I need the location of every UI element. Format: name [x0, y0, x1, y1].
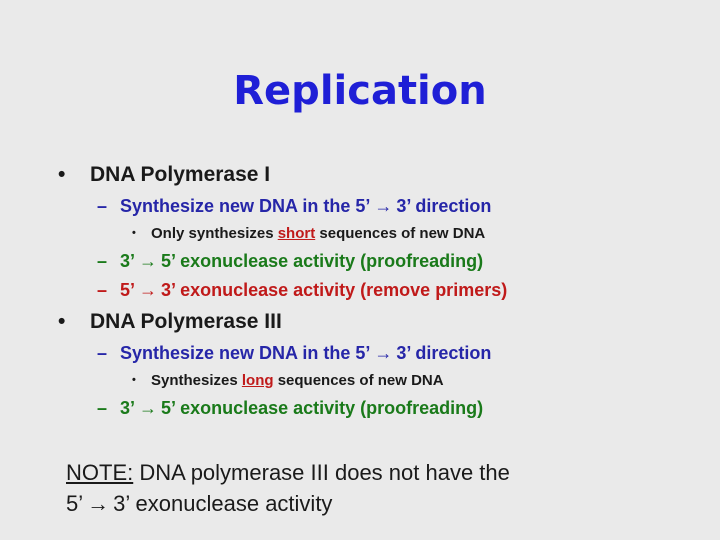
exo-from: 3’ — [120, 398, 136, 418]
exo-line-pol1-remove-primers — [97, 280, 507, 301]
sub-bullet-pol1 — [132, 225, 485, 242]
sub-pre: Only synthesizes — [151, 225, 278, 242]
exo-text: exonuclease activity (proofreading) — [180, 398, 484, 418]
note-to: 3’ exonuclease activity — [113, 491, 333, 516]
dash-icon: – — [97, 343, 108, 363]
arrow-right-icon: → — [374, 343, 393, 363]
dash-icon: – — [97, 196, 108, 216]
bullet-dna-polymerase-1 — [58, 163, 270, 187]
arrow-right-icon: → — [139, 251, 158, 271]
arrow-right-icon: → — [87, 491, 110, 516]
note-text: DNA polymerase III does not have the — [133, 460, 510, 485]
synth-pre: Synthesize new DNA in the 5’ — [120, 343, 371, 363]
exo-from: 3’ — [120, 251, 136, 271]
heading-text: DNA Polymerase III — [90, 310, 282, 333]
heading-text: DNA Polymerase I — [90, 163, 271, 186]
synth-line-pol1 — [97, 196, 491, 217]
exo-text: exonuclease activity (proofreading) — [180, 251, 484, 271]
exo-to: 5’ — [161, 398, 176, 418]
dash-icon: – — [97, 280, 108, 300]
synth-post: 3’ direction — [396, 343, 492, 363]
bullet-icon: • — [132, 227, 136, 239]
note-line-1 — [66, 460, 510, 486]
dash-icon: – — [97, 398, 108, 418]
exo-line-pol1-proofreading — [97, 251, 483, 272]
exo-from: 5’ — [120, 280, 136, 300]
exo-to: 5’ — [161, 251, 176, 271]
sub-emphasis: short — [277, 225, 316, 242]
note-from: 5’ — [66, 491, 84, 516]
synth-post: 3’ direction — [396, 196, 492, 216]
bullet-icon: • — [58, 163, 66, 186]
arrow-right-icon: → — [139, 280, 158, 300]
bullet-icon: • — [132, 374, 136, 386]
exo-text: exonuclease activity (remove primers) — [180, 280, 508, 300]
sub-post: sequences of new DNA — [273, 372, 444, 389]
exo-line-pol3-proofreading — [97, 398, 483, 419]
note-label: NOTE: — [66, 460, 134, 485]
sub-post: sequences of new DNA — [315, 225, 486, 242]
arrow-right-icon: → — [139, 398, 158, 418]
note-line-2 — [66, 491, 332, 517]
sub-pre: Synthesizes — [151, 372, 242, 389]
bullet-dna-polymerase-3 — [58, 310, 282, 334]
slide-title: Replication — [233, 68, 487, 114]
sub-bullet-pol3 — [132, 372, 444, 389]
arrow-right-icon: → — [374, 196, 393, 216]
bullet-icon: • — [58, 310, 66, 333]
exo-to: 3’ — [161, 280, 176, 300]
sub-emphasis: long — [241, 372, 274, 389]
synth-pre: Synthesize new DNA in the 5’ — [120, 196, 371, 216]
synth-line-pol3 — [97, 343, 491, 364]
dash-icon: – — [97, 251, 108, 271]
